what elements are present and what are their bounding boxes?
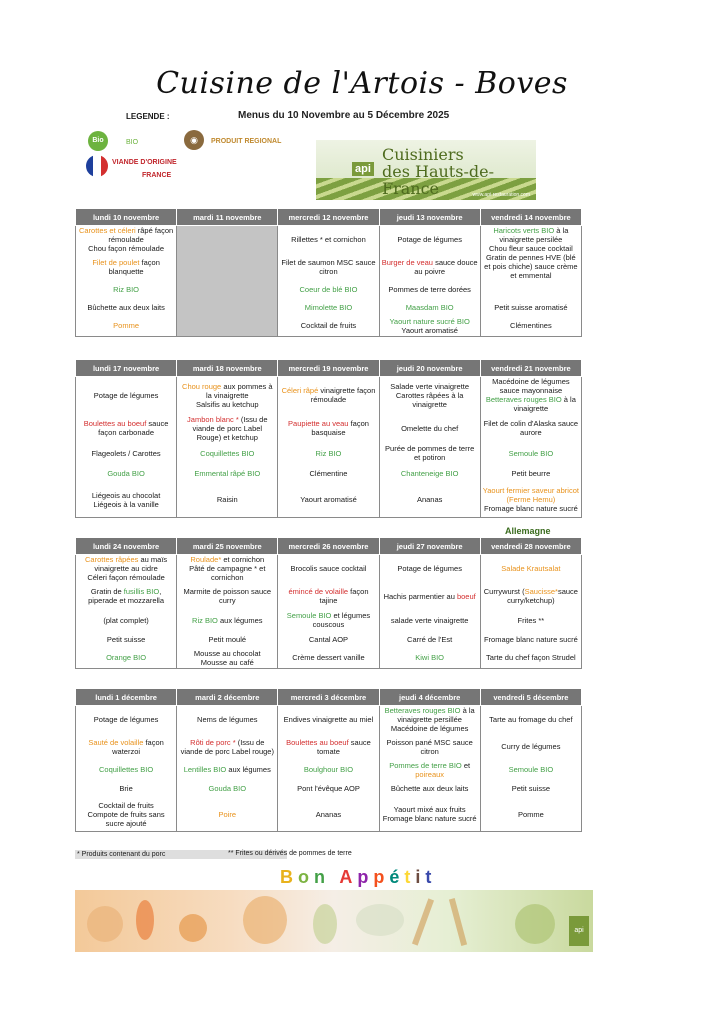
brand-url: www.api-restauration.com: [472, 192, 530, 198]
legend-origin-label: VIANDE D'ORIGINE FRANCE: [112, 159, 177, 179]
menu-dish-cell: Yaourt nature sucré BIO Yaourt aromatisé: [379, 316, 480, 336]
menu-dish-cell: Coquillettes BIO: [76, 760, 177, 780]
menu-dish-cell: Currywurst (Saucisse*sauce curry/ketchup): [480, 582, 581, 610]
menu-course-row: [76, 226, 582, 254]
menu-dish-cell: émincé de volaille façon tajine: [278, 582, 379, 610]
menu-dish-cell: Carré de l'Est: [379, 630, 480, 648]
menu-dish-cell: Lentilles BIO aux légumes: [177, 760, 278, 780]
menu-dish-cell: Potage de légumes: [76, 706, 177, 734]
day-header: vendredi 5 décembre: [480, 689, 581, 706]
menu-dish-cell: Curry de légumes: [480, 734, 581, 760]
menu-dish-cell: Mimolette BIO: [278, 298, 379, 316]
menu-dish-cell: Filet de poulet façon blanquette: [76, 253, 177, 280]
menu-dish-cell: Poisson pané MSC sauce citron: [379, 734, 480, 760]
holiday-closed-cell: [177, 253, 278, 280]
menu-dish-cell: Cocktail de fruits Compote de fruits sans sucre ajouté: [76, 798, 177, 832]
menu-dish-cell: Boulettes au boeuf sauce façon carbonade: [76, 413, 177, 443]
menu-dish-cell: Cocktail de fruits: [278, 316, 379, 336]
menu-course-row: [76, 483, 582, 517]
brand-api-logo: api: [352, 162, 374, 176]
menu-dish-cell: Petit moulé: [177, 630, 278, 648]
brand-banner: [316, 140, 536, 200]
week-menu-table: [75, 688, 582, 832]
day-header: jeudi 20 novembre: [379, 360, 480, 377]
menu-dish-cell: Gouda BIO: [76, 463, 177, 483]
menu-course-row: [76, 463, 582, 483]
week-menu-table: [75, 537, 582, 669]
menu-dish-cell: Macédoine de légumes sauce mayonnaise Betteraves rouges BIO à la vinaigrette: [480, 377, 581, 414]
menu-dish-cell: Petit beurre: [480, 463, 581, 483]
page-title: Cuisine de l'Artois - Boves: [156, 66, 568, 101]
menu-dish-cell: Clémentine: [278, 463, 379, 483]
menu-dish-cell: Omelette du chef: [379, 413, 480, 443]
menu-dish-cell: Clémentines: [480, 316, 581, 336]
menu-dish-cell: [480, 280, 581, 298]
menu-dish-cell: Salade Krautsalat: [480, 555, 581, 583]
holiday-closed-cell: [177, 316, 278, 336]
menu-dish-cell: Roulade* et cornichon Pâté de campagne * et cornichon: [177, 555, 278, 583]
bon-appetit-text: Bon Appétit: [280, 867, 437, 887]
menu-course-row: [76, 280, 582, 298]
menu-dish-cell: Paupiette au veau façon basquaise: [278, 413, 379, 443]
menu-dish-cell: Petit suisse aromatisé: [480, 298, 581, 316]
menu-dish-cell: Cantal AOP: [278, 630, 379, 648]
week-menu-table: [75, 359, 582, 518]
menu-course-row: [76, 648, 582, 668]
menu-dish-cell: Poire: [177, 798, 278, 832]
menu-dish-cell: Boulghour BIO: [278, 760, 379, 780]
day-header: lundi 17 novembre: [76, 360, 177, 377]
menu-course-row: [76, 253, 582, 280]
menu-dish-cell: Riz BIO: [76, 280, 177, 298]
menu-dish-cell: Rillettes * et cornichon: [278, 226, 379, 254]
menu-dish-cell: Semoule BIO: [480, 443, 581, 463]
menu-dish-cell: Marmite de poisson sauce curry: [177, 582, 278, 610]
menu-dish-cell: Coeur de blé BIO: [278, 280, 379, 298]
menu-course-row: [76, 610, 582, 630]
menu-dish-cell: Potage de légumes: [379, 226, 480, 254]
menu-dish-cell: Coquillettes BIO: [177, 443, 278, 463]
menu-course-row: [76, 413, 582, 443]
menu-course-row: [76, 443, 582, 463]
day-header: mercredi 12 novembre: [278, 209, 379, 226]
regional-product-icon: ◉: [184, 130, 204, 150]
day-header: mardi 2 décembre: [177, 689, 278, 706]
day-header: jeudi 27 novembre: [379, 538, 480, 555]
menu-dish-cell: Boulettes au boeuf sauce tomate: [278, 734, 379, 760]
menu-dish-cell: Tarte du chef façon Strudel: [480, 648, 581, 668]
menu-dish-cell: Yaourt fermier saveur abricot (Ferme Hemu) Fromage blanc nature sucré: [480, 483, 581, 517]
menu-dish-cell: Pommes de terre BIO et poireaux: [379, 760, 480, 780]
bio-leaf-icon: Bio: [88, 131, 108, 151]
day-header: vendredi 14 novembre: [480, 209, 581, 226]
vegetables-drawing: [75, 890, 593, 952]
menu-dish-cell: Nems de légumes: [177, 706, 278, 734]
menu-dish-cell: (plat complet): [76, 610, 177, 630]
menu-dish-cell: Emmental râpé BIO: [177, 463, 278, 483]
menu-dish-cell: Raisin: [177, 483, 278, 517]
menu-dish-cell: Bûchette aux deux laits: [379, 780, 480, 798]
menu-dish-cell: Sauté de volaille façon waterzoi: [76, 734, 177, 760]
menu-dish-cell: Haricots verts BIO à la vinaigrette persilée Chou fleur sauce cocktail: [480, 226, 581, 254]
menu-course-row: [76, 706, 582, 734]
menu-dish-cell: Endives vinaigrette au miel: [278, 706, 379, 734]
day-header: mercredi 26 novembre: [278, 538, 379, 555]
legend-regional-label: PRODUIT REGIONAL: [211, 138, 282, 145]
day-header: mercredi 3 décembre: [278, 689, 379, 706]
menu-dish-cell: Chou rouge aux pommes à la vinaigrette Salsifis au ketchup: [177, 377, 278, 414]
holiday-closed-cell: [177, 226, 278, 254]
menu-dish-cell: Potage de légumes: [379, 555, 480, 583]
menu-dish-cell: salade verte vinaigrette: [379, 610, 480, 630]
menu-dish-cell: Carottes et céleri râpé façon rémoulade Chou façon rémoulade: [76, 226, 177, 254]
holiday-closed-cell: [177, 280, 278, 298]
menu-course-row: [76, 316, 582, 336]
menu-dish-cell: Brie: [76, 780, 177, 798]
menu-course-row: [76, 630, 582, 648]
menu-dish-cell: Kiwi BIO: [379, 648, 480, 668]
menu-dish-cell: Yaourt aromatisé: [278, 483, 379, 517]
legend-bio-label: BIO: [126, 139, 139, 146]
menu-course-row: [76, 780, 582, 798]
france-flag-icon: [86, 155, 108, 177]
day-header: mercredi 19 novembre: [278, 360, 379, 377]
day-header: mardi 11 novembre: [177, 209, 278, 226]
menu-dish-cell: Céleri râpé vinaigrette façon rémoulade: [278, 377, 379, 414]
menu-dish-cell: Burger de veau sauce douce au poivre: [379, 253, 480, 280]
menu-course-row: [76, 377, 582, 414]
menu-dish-cell: Mousse au chocolat Mousse au café: [177, 648, 278, 668]
menu-dish-cell: Bûchette aux deux laits: [76, 298, 177, 316]
menu-dish-cell: Gouda BIO: [177, 780, 278, 798]
menu-dish-cell: Carottes râpées au maïs vinaigrette au cidre Céleri façon rémoulade: [76, 555, 177, 583]
menu-course-row: [76, 734, 582, 760]
menu-course-row: [76, 798, 582, 832]
menu-dish-cell: Frites **: [480, 610, 581, 630]
menu-dish-cell: Gratin de fusillis BIO, piperade et mozzarella: [76, 582, 177, 610]
menu-dish-cell: Semoule BIO: [480, 760, 581, 780]
menu-dish-cell: Filet de colin d'Alaska sauce aurore: [480, 413, 581, 443]
menu-dish-cell: Orange BIO: [76, 648, 177, 668]
footnote-frites: ** Frites ou dérivés de pommes de terre: [228, 850, 352, 857]
menu-dish-cell: Pommes de terre dorées: [379, 280, 480, 298]
menu-dish-cell: Brocolis sauce cocktail: [278, 555, 379, 583]
day-header: lundi 1 décembre: [76, 689, 177, 706]
menu-dish-cell: Salade verte vinaigrette Carottes râpées à la vinaigrette: [379, 377, 480, 414]
menu-dish-cell: Tarte au fromage du chef: [480, 706, 581, 734]
menu-course-row: [76, 555, 582, 583]
menu-dish-cell: Ananas: [379, 483, 480, 517]
menu-dish-cell: Riz BIO aux légumes: [177, 610, 278, 630]
day-header: lundi 10 novembre: [76, 209, 177, 226]
menu-dish-cell: Jambon blanc * (Issu de viande de porc Label Rouge) et ketchup: [177, 413, 278, 443]
day-header: vendredi 21 novembre: [480, 360, 581, 377]
menu-dish-cell: Petit suisse: [76, 630, 177, 648]
menu-dish-cell: Riz BIO: [278, 443, 379, 463]
menu-dish-cell: Crème dessert vanille: [278, 648, 379, 668]
menu-course-row: [76, 298, 582, 316]
week-menu-table: [75, 208, 582, 337]
menu-course-row: [76, 582, 582, 610]
vegetables-illustration: [75, 890, 593, 952]
day-header: mardi 25 novembre: [177, 538, 278, 555]
menu-dish-cell: Betteraves rouges BIO à la vinaigrette persillée Macédoine de légumes: [379, 706, 480, 734]
footnote-porc: * Produits contenant du porc: [75, 850, 287, 859]
theme-label-allemagne: Allemagne: [505, 526, 551, 536]
menu-dish-cell: Gratin de pennes HVE (blé et pois chiche) sauce crème et emmental: [480, 253, 581, 280]
menu-dish-cell: Ananas: [278, 798, 379, 832]
menu-dish-cell: Yaourt mixé aux fruits Fromage blanc nature sucré: [379, 798, 480, 832]
api-corner-logo: api: [569, 916, 589, 946]
holiday-closed-cell: [177, 298, 278, 316]
menu-dish-cell: Flageolets / Carottes: [76, 443, 177, 463]
menu-dish-cell: Petit suisse: [480, 780, 581, 798]
brand-name: Cuisiniers des Hauts-de-France: [382, 145, 494, 198]
day-header: vendredi 28 novembre: [480, 538, 581, 555]
menu-dish-cell: Potage de légumes: [76, 377, 177, 414]
menu-dish-cell: Rôti de porc * (Issu de viande de porc Label rouge): [177, 734, 278, 760]
menu-dish-cell: Chanteneige BIO: [379, 463, 480, 483]
day-header: lundi 24 novembre: [76, 538, 177, 555]
menu-dish-cell: Pomme: [480, 798, 581, 832]
day-header: jeudi 13 novembre: [379, 209, 480, 226]
menu-course-row: [76, 760, 582, 780]
day-header: jeudi 4 décembre: [379, 689, 480, 706]
legend-label: LEGENDE :: [126, 112, 170, 121]
menu-dish-cell: Liégeois au chocolat Liégeois à la vanille: [76, 483, 177, 517]
menu-dish-cell: Semoule BIO et légumes couscous: [278, 610, 379, 630]
menu-dish-cell: Pont l'évêque AOP: [278, 780, 379, 798]
menu-dish-cell: Pomme: [76, 316, 177, 336]
menu-period-subtitle: Menus du 10 Novembre au 5 Décembre 2025: [238, 110, 450, 121]
menu-dish-cell: Purée de pommes de terre et potiron: [379, 443, 480, 463]
menu-dish-cell: Hachis parmentier au boeuf: [379, 582, 480, 610]
menu-dish-cell: Filet de saumon MSC sauce citron: [278, 253, 379, 280]
day-header: mardi 18 novembre: [177, 360, 278, 377]
menu-dish-cell: Maasdam BIO: [379, 298, 480, 316]
menu-dish-cell: Fromage blanc nature sucré: [480, 630, 581, 648]
